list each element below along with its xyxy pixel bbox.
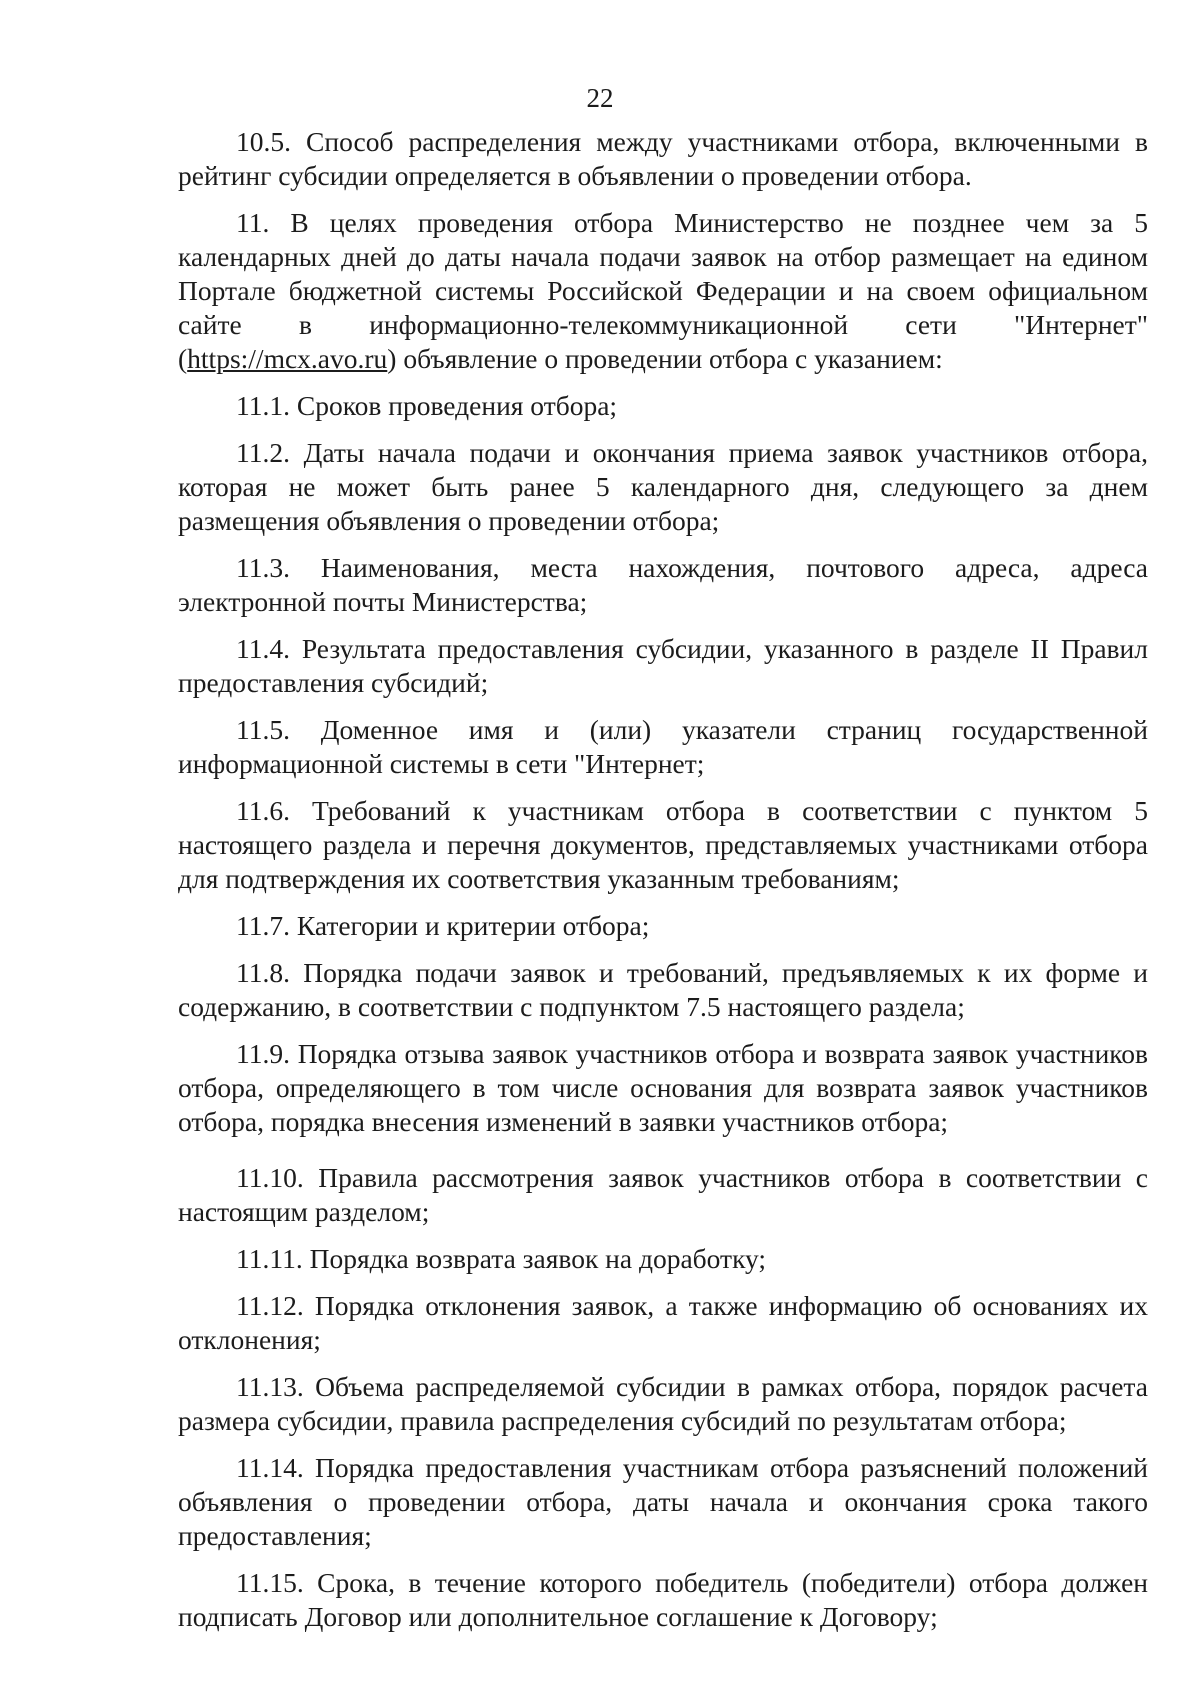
paragraph-11-8: 11.8. Порядка подачи заявок и требований, предъявляемых к их форме и содержанию, в соответствии с подпунктом 7.5 настоящего раздела; xyxy=(178,957,1148,1022)
ministry-website-link[interactable]: https://mcx.avo.ru xyxy=(187,343,388,374)
paragraph-11-14: 11.14. Порядка предоставления участникам отбора разъяснений положений объявления о проведении отбора, даты начала и окончания срока такого предоставления; xyxy=(178,1452,1148,1551)
paragraph-11-3: 11.3. Наименования, места нахождения, почтового адреса, адреса электронной почты Министерства; xyxy=(178,552,1148,617)
paragraph-11-13: 11.13. Объема распределяемой субсидии в рамках отбора, порядок расчета размера субсидии, правила распределения субсидий по результатам отбора; xyxy=(178,1371,1148,1436)
paragraph-11-5: 11.5. Доменное имя и (или) указатели страниц государственной информационной системы в сети "Интернет; xyxy=(178,714,1148,779)
paragraph-11-10: 11.10. Правила рассмотрения заявок участников отбора в соответствии с настоящим разделом; xyxy=(178,1162,1148,1227)
paragraph-11-9: 11.9. Порядка отзыва заявок участников отбора и возврата заявок участников отбора, определяющего в том числе основания для возврата заявок участников отбора, порядка внесения изменений в заявки участников отбора; xyxy=(178,1038,1148,1137)
paragraph-11-text-end: ) объявление о проведении отбора с указанием: xyxy=(387,343,943,374)
paragraph-11-15: 11.15. Срока, в течение которого победитель (победители) отбора должен подписать Договор или дополнительное соглашение к Договору; xyxy=(178,1567,1148,1632)
paragraph-11-2: 11.2. Даты начала подачи и окончания приема заявок участников отбора, которая не может быть ранее 5 календарного дня, следующего за днем размещения объявления о проведении отбора; xyxy=(178,437,1148,536)
paragraph-11-11: 11.11. Порядка возврата заявок на доработку; xyxy=(236,1243,767,1274)
paragraph-11-4: 11.4. Результата предоставления субсидии, указанного в разделе II Правил предоставления субсидий; xyxy=(178,633,1148,698)
paragraph-11 xyxy=(178,206,1148,376)
paragraph-10-5: 10.5. Способ распределения между участниками отбора, включенными в рейтинг субсидии определяется в объявлении о проведении отбора. xyxy=(178,126,1148,191)
paragraph-11-1: 11.1. Сроков проведения отбора; xyxy=(236,390,618,421)
document-body xyxy=(178,125,1148,1647)
paragraph-11-7: 11.7. Категории и критерии отбора; xyxy=(236,910,650,941)
paragraph-11-6: 11.6. Требований к участникам отбора в соответствии с пунктом 5 настоящего раздела и перечня документов, представляемых участниками отбора для подтверждения их соответствия указанным требованиям; xyxy=(178,795,1148,894)
page-number: 22 xyxy=(586,83,614,113)
paragraph-11-12: 11.12. Порядка отклонения заявок, а также информацию об основаниях их отклонения; xyxy=(178,1290,1148,1355)
paragraph-11-text-start: 11. В целях проведения отбора Министерство не позднее чем за 5 календарных дней до даты начала подачи заявок на отбор размещает на едином Портале бюджетной системы Российской Федерации и на своем официальном сайте в информационно-телекоммуникационной сети "Интернет" ( xyxy=(178,207,1148,374)
